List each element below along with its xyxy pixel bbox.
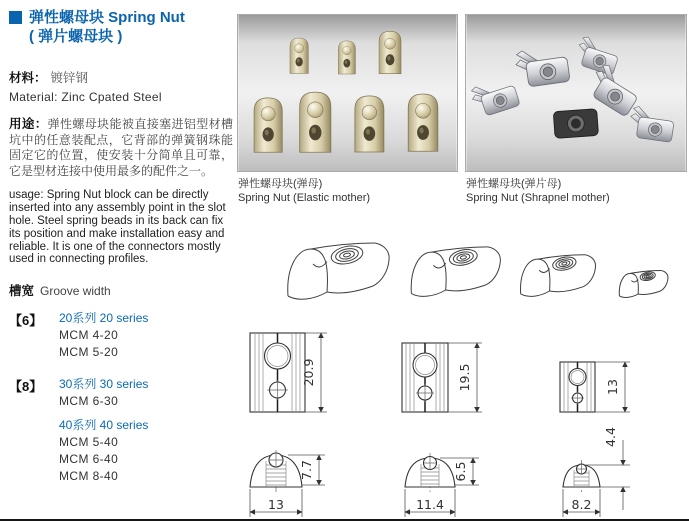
caption-shrapnel-en: Spring Nut (Shrapnel mother)	[466, 191, 610, 204]
groove-bracket: 【8】	[9, 379, 43, 395]
page-title	[9, 8, 233, 46]
model-code: MCM 6-30	[59, 394, 119, 409]
page-bottom-rule	[0, 519, 689, 521]
page-title-line2: ( 弹片螺母块 )	[29, 28, 123, 45]
groove-group-8	[9, 376, 233, 410]
caption-shrapnel-zh: 弹性螺母块(弹片母)	[466, 178, 562, 190]
material-label: 材料：	[9, 71, 47, 85]
iso-nut-1	[288, 243, 389, 299]
iso-nut-3	[521, 255, 596, 297]
caption-elastic-en: Spring Nut (Elastic mother)	[238, 191, 371, 204]
spring-nut-photo-shrapnel	[465, 14, 687, 172]
left-text-column	[9, 8, 233, 485]
dim-label-height: 6.5	[453, 461, 468, 482]
iso-nut-2	[411, 247, 500, 296]
material-line-english: Material: Zinc Cpated Steel	[9, 90, 162, 104]
page-title-line1: 弹性螺母块 Spring Nut	[29, 9, 185, 26]
model-code: MCM 8-40	[59, 469, 119, 484]
usage-paragraph-english: usage: Spring Nut block can be directly inserted into any assembly point in the slot hole. Steel spring beads in its back can fix its position and make installation easy and reliable. It is one of the connectors mostly used in connecting profiles.	[9, 189, 226, 266]
groove-label-zh: 槽宽	[9, 284, 35, 299]
technical-drawings	[240, 330, 689, 522]
material-value: 镀锌钢	[50, 71, 89, 85]
series-label: 30系列 30 series	[59, 377, 149, 392]
caption-elastic-zh: 弹性螺母块(弹母)	[238, 178, 323, 190]
model-code: MCM 4-20	[59, 328, 119, 343]
groove-width-heading	[9, 281, 233, 299]
dim-label-height: 7.7	[299, 460, 314, 480]
usage-label: 用途：	[9, 117, 48, 131]
material-line	[9, 68, 233, 86]
isometric-drawings	[265, 228, 689, 330]
end-view-40-series	[563, 427, 630, 517]
end-view-20-series	[250, 450, 325, 517]
dim-label-width: 13	[268, 497, 284, 512]
dim-label-height: 20.9	[301, 358, 316, 387]
groove-bracket: 【6】	[9, 313, 43, 329]
dim-label-height: 19.5	[457, 363, 472, 392]
usage-paragraph-chinese	[9, 117, 233, 179]
model-code: MCM 6-40	[59, 452, 119, 467]
groove-bracket	[9, 417, 59, 485]
groove-label-en: Groove width	[40, 284, 111, 299]
end-view-30-series	[405, 453, 479, 517]
top-view-20-series	[250, 333, 327, 412]
model-code: MCM 5-20	[59, 345, 119, 360]
model-code: MCM 5-40	[59, 435, 119, 450]
top-view-40-series	[560, 362, 630, 412]
title-bullet-square	[9, 11, 22, 24]
dim-label-width: 11.4	[416, 497, 444, 512]
dim-label-height: 4.4	[603, 427, 618, 447]
top-view-30-series	[402, 343, 482, 412]
series-label: 20系列 20 series	[59, 311, 149, 326]
series-label: 40系列 40 series	[59, 418, 149, 433]
caption-shrapnel	[466, 178, 610, 205]
caption-elastic	[238, 178, 370, 205]
groove-group-6	[9, 310, 233, 361]
groove-group-40	[9, 417, 233, 485]
usage-text-chinese: 弹性螺母块能被直接塞进铝型材槽坑中的任意装配点，它背部的弹簧钢珠能固定它的位置，使安装十分简单且可靠，它是型材连接中使用最多的配件之一。	[9, 117, 233, 178]
dim-label-height: 13	[605, 379, 620, 395]
dim-label-width: 8.2	[571, 497, 592, 512]
iso-nut-4	[619, 270, 668, 297]
spring-nut-photo-elastic	[237, 14, 458, 172]
